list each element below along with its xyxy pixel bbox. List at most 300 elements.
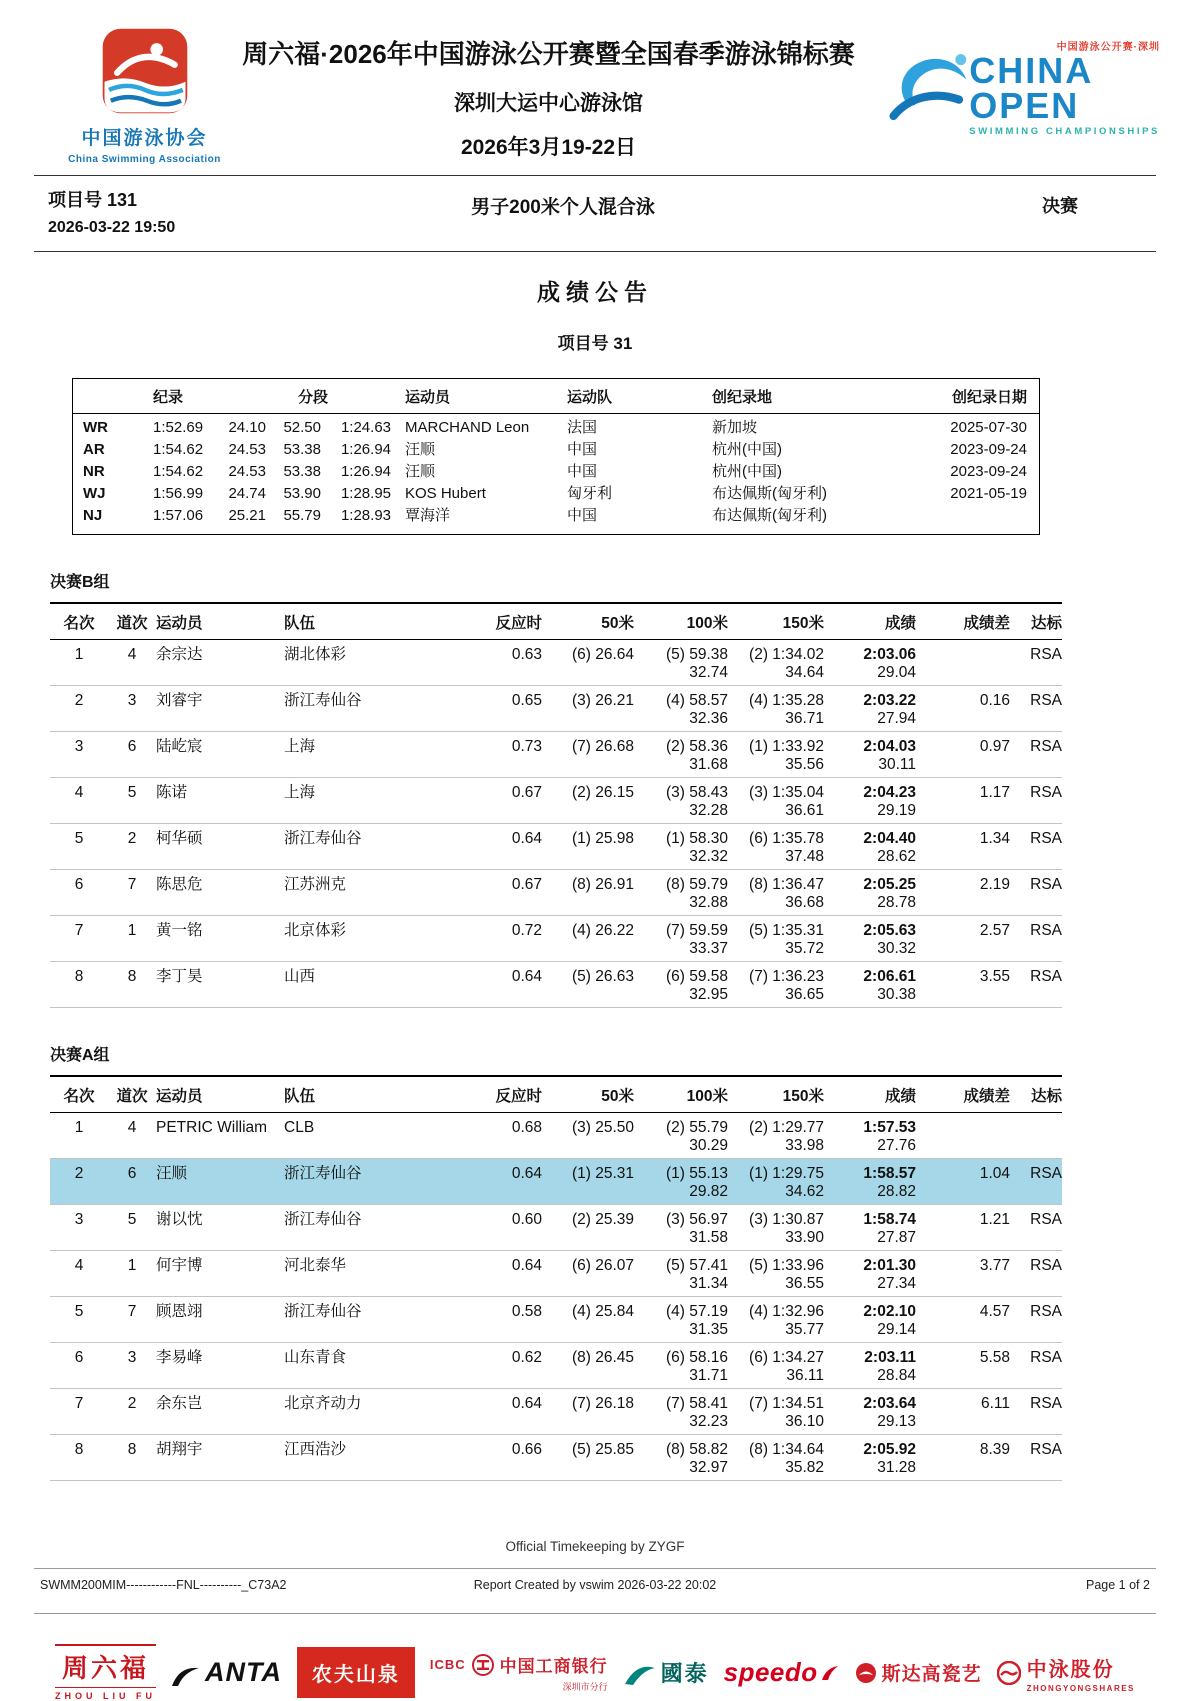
event-name: 男子200米个人混合泳 (471, 197, 655, 218)
diff-cell: 0.16 (979, 692, 1010, 709)
record-split-100: 53.38 (283, 463, 321, 480)
standard-cell: RSA (1030, 1441, 1062, 1458)
split-50-cell: (8) 26.45 (571, 1349, 634, 1366)
china-open-line1: CHINA (969, 50, 1094, 91)
sponsor-zhongyong-label: 中泳股份 (1026, 1658, 1115, 1681)
wave-swoosh-icon (879, 36, 979, 136)
sponsor-zhongyong-text (1027, 1653, 1135, 1693)
column-header: 队伍 (284, 615, 316, 632)
split-150-cell: (8) 1:36.47 36.68 (749, 876, 824, 911)
record-tag: NJ (83, 507, 103, 524)
record-tag: NR (83, 463, 105, 480)
record-split-150: 1:26.94 (340, 463, 391, 480)
lane-cell: 6 (127, 1165, 137, 1182)
competition-title: 周六福·2026年中国游泳公开赛暨全国春季游泳锦标赛 (242, 39, 855, 69)
record-split-100: 53.90 (283, 485, 321, 502)
split-100-cell: (3) 56.97 31.58 (665, 1211, 728, 1246)
record-athlete: 覃海洋 (405, 507, 451, 524)
result-cell: 2:05.92 31.28 (863, 1441, 916, 1476)
lane-cell: 2 (127, 830, 137, 847)
diff-cell: 1.21 (979, 1211, 1010, 1228)
record-athlete: MARCHAND Leon (405, 419, 530, 436)
team-cell: 江西浩沙 (284, 1441, 347, 1458)
table-row (50, 870, 1062, 916)
record-time: 1:56.99 (153, 485, 204, 502)
result-cell: 1:58.74 27.87 (863, 1211, 916, 1246)
split-150-cell: (6) 1:34.27 36.11 (749, 1349, 824, 1384)
column-header: 成绩 (884, 1088, 916, 1105)
athlete-cell: PETRIC William (156, 1119, 268, 1136)
athlete-cell: 胡翔宇 (156, 1441, 203, 1458)
record-tag: AR (83, 441, 105, 458)
sponsor-icbc-label: 中国工商银行 (499, 1657, 608, 1676)
team-cell: 北京齐动力 (284, 1395, 362, 1412)
lane-cell: 4 (127, 646, 137, 663)
record-split-50: 24.53 (228, 463, 266, 480)
record-split-150: 1:28.95 (340, 485, 391, 502)
record-date: 2021-05-19 (950, 485, 1027, 502)
event-datetime: 2026-03-22 19:50 (48, 219, 176, 236)
record-split-50: 24.53 (228, 441, 266, 458)
column-header: 名次 (63, 1088, 95, 1105)
reaction-cell: 0.67 (511, 876, 542, 893)
rank-cell: 2 (74, 692, 84, 709)
rank-cell: 3 (74, 1211, 84, 1228)
china-open-subline: SWIMMING CHAMPIONSHIPS (969, 126, 1160, 137)
rank-cell: 5 (74, 1303, 84, 1320)
reaction-cell: 0.58 (511, 1303, 542, 1320)
split-150-cell: (1) 1:33.92 35.56 (749, 738, 824, 773)
sponsor-zhouliufu-label: 周六福 (55, 1644, 156, 1688)
standard-cell (1010, 1118, 1062, 1155)
rank-cell: 8 (74, 968, 84, 985)
record-athlete: KOS Hubert (405, 485, 486, 502)
records-header-row (73, 379, 1039, 414)
reaction-cell: 0.64 (511, 968, 542, 985)
split-100-cell: (5) 59.38 32.74 (665, 646, 728, 681)
association-logo-icon (100, 26, 190, 116)
table-row (50, 640, 1062, 686)
split-50-cell: (8) 26.91 (571, 876, 634, 893)
diff-cell: 1.04 (979, 1165, 1010, 1182)
diff-cell: 1.17 (979, 784, 1010, 801)
split-50-cell: (7) 26.68 (571, 738, 634, 755)
diff-cell: 2.57 (979, 922, 1010, 939)
reaction-cell: 0.67 (511, 784, 542, 801)
cathay-brushwing-icon (623, 1660, 657, 1686)
split-150-cell: (5) 1:35.31 35.72 (749, 922, 824, 957)
record-split-150: 1:24.63 (340, 419, 391, 436)
sponsor-stc-label: 斯达高瓷艺 (881, 1664, 982, 1685)
athlete-cell: 余东岂 (156, 1395, 203, 1412)
athlete-cell: 陈诺 (156, 784, 188, 801)
diff-cell (916, 1118, 1010, 1155)
column-header: 成绩差 (963, 1088, 1010, 1105)
sponsors-bar (0, 1614, 1190, 1701)
split-100-cell: (1) 58.30 32.32 (665, 830, 728, 865)
rank-cell: 4 (74, 1257, 84, 1274)
sponsor-nongfu-label: 农夫山泉 (311, 1664, 400, 1686)
team-cell: 浙江寿仙谷 (284, 692, 362, 709)
split-150-cell: (7) 1:34.51 36.10 (749, 1395, 824, 1430)
competition-dates: 2026年3月19-22日 (460, 136, 637, 159)
team-cell: 上海 (284, 738, 316, 755)
rank-cell: 4 (74, 784, 84, 801)
split-100-cell: (8) 59.79 32.88 (665, 876, 728, 911)
reaction-cell: 0.64 (511, 1257, 542, 1274)
athlete-cell: 陈思危 (156, 876, 203, 893)
record-athlete: 汪顺 (405, 441, 436, 458)
rank-cell: 5 (74, 830, 84, 847)
sponsor-nongfu (297, 1647, 415, 1698)
record-athlete: 汪顺 (405, 463, 436, 480)
reaction-cell: 0.73 (511, 738, 542, 755)
final-a-header-row (50, 1075, 1062, 1113)
speedo-boomerang-icon (820, 1664, 840, 1682)
split-100-cell: (7) 58.41 32.23 (665, 1395, 728, 1430)
split-150-cell: (6) 1:35.78 37.48 (749, 830, 824, 865)
reaction-cell: 0.68 (511, 1119, 542, 1136)
split-50-cell: (3) 26.21 (571, 692, 634, 709)
rank-cell: 8 (74, 1441, 84, 1458)
rank-cell: 2 (74, 1165, 84, 1182)
sponsor-zhongyong-sub: ZHONGYONGSHARES (1026, 1683, 1135, 1693)
record-date: 2023-09-24 (950, 441, 1027, 458)
standard-cell: RSA (1030, 876, 1062, 893)
table-row (50, 732, 1062, 778)
zhongyong-mark-icon (997, 1661, 1021, 1685)
event-info-bar (0, 176, 1190, 245)
reaction-cell: 0.64 (511, 1165, 542, 1182)
column-header: 名次 (63, 615, 95, 632)
diff-cell: 0.97 (979, 738, 1010, 755)
reaction-cell: 0.64 (511, 830, 542, 847)
rank-cell: 1 (74, 646, 84, 663)
final-a-table (50, 1075, 1062, 1481)
final-a-section (0, 1042, 1190, 1481)
record-team: 中国 (567, 441, 598, 458)
record-split-150: 1:26.94 (340, 441, 391, 458)
column-header: 150米 (782, 615, 824, 632)
standard-cell: RSA (1030, 738, 1062, 755)
athlete-cell: 谢以忱 (156, 1211, 203, 1228)
event-round: 决赛 (1042, 196, 1078, 216)
record-time: 1:57.06 (153, 507, 204, 524)
record-place: 新加坡 (712, 419, 758, 436)
standard-cell: RSA (1030, 1395, 1062, 1412)
stc-mark-icon (855, 1662, 877, 1684)
split-150-cell: (8) 1:34.64 35.82 (749, 1441, 824, 1476)
result-cell: 2:03.22 27.94 (863, 692, 916, 727)
china-open-line2: OPEN (969, 85, 1080, 126)
record-place: 杭州(中国) (712, 463, 782, 480)
standard-cell: RSA (1030, 830, 1062, 847)
china-open-text (969, 36, 1160, 137)
group-title-b: 决赛B组 (50, 574, 110, 591)
sponsor-icbc (430, 1652, 608, 1693)
result-cell: 2:04.23 29.19 (863, 784, 916, 819)
column-header: 150米 (782, 1088, 824, 1105)
reaction-cell: 0.64 (511, 1395, 542, 1412)
final-a-body (50, 1113, 1062, 1481)
table-row (50, 1343, 1062, 1389)
standard-cell: RSA (1030, 1303, 1062, 1320)
rank-cell: 6 (74, 876, 84, 893)
team-cell: 河北泰华 (284, 1257, 347, 1274)
standard-cell: RSA (1030, 1257, 1062, 1274)
sponsor-speedo (724, 1657, 840, 1688)
records-header-place: 创纪录地 (712, 389, 773, 406)
split-150-cell: (4) 1:35.28 36.71 (749, 692, 824, 727)
split-50-cell: (1) 25.98 (571, 830, 634, 847)
diff-cell: 1.34 (979, 830, 1010, 847)
records-header-team: 运动队 (567, 389, 613, 406)
sponsor-zhouliufu-sub: ZHOU LIU FU (55, 1691, 156, 1701)
standard-cell: RSA (1030, 1349, 1062, 1366)
column-header: 50米 (601, 615, 634, 632)
notice-subtitle: 项目号 31 (557, 334, 633, 353)
diff-cell: 5.58 (979, 1349, 1010, 1366)
sponsor-cathay-label: 國泰 (660, 1661, 709, 1686)
records-header-date: 创纪录日期 (951, 389, 1027, 406)
report-code: SWMM200MIM------------FNL----------_C73A2 (40, 1578, 287, 1592)
column-header: 成绩差 (963, 615, 1010, 632)
report-created: Report Created by vswim 2026-03-22 20:02 (473, 1578, 717, 1592)
table-row (50, 962, 1062, 1008)
table-row (50, 1205, 1062, 1251)
sponsor-zhongyong (997, 1653, 1135, 1693)
team-cell: 浙江寿仙谷 (284, 1211, 362, 1228)
diff-cell (916, 645, 1010, 682)
record-team: 匈牙利 (567, 485, 613, 502)
rank-cell: 7 (74, 922, 84, 939)
split-150-cell: (4) 1:32.96 35.77 (749, 1303, 824, 1338)
rank-cell: 6 (74, 1349, 84, 1366)
record-place: 杭州(中国) (712, 441, 782, 458)
reaction-cell: 0.65 (511, 692, 542, 709)
athlete-cell: 柯华硕 (156, 830, 203, 847)
column-header: 100米 (686, 615, 728, 632)
reaction-cell: 0.63 (511, 646, 542, 663)
column-header: 100米 (686, 1088, 728, 1105)
result-cell: 2:04.03 30.11 (863, 738, 916, 773)
reaction-cell: 0.72 (511, 922, 542, 939)
athlete-cell: 李易峰 (156, 1349, 203, 1366)
column-header: 成绩 (884, 615, 916, 632)
notice-title: 成绩公告 (537, 279, 653, 305)
split-150-cell: (3) 1:30.87 33.90 (749, 1211, 824, 1246)
timekeeping-note: Official Timekeeping by ZYGF (505, 1539, 685, 1554)
lane-cell: 7 (127, 876, 137, 893)
lane-cell: 3 (127, 692, 137, 709)
records-header-athlete: 运动员 (405, 389, 451, 406)
split-100-cell: (7) 59.59 33.37 (665, 922, 728, 957)
split-50-cell: (5) 26.63 (571, 968, 634, 985)
split-100-cell: (6) 58.16 31.71 (665, 1349, 728, 1384)
split-50-cell: (7) 26.18 (571, 1395, 634, 1412)
result-cell: 2:06.61 30.38 (863, 968, 916, 1003)
record-split-100: 55.79 (283, 507, 321, 524)
diff-cell: 3.77 (979, 1257, 1010, 1274)
result-cell: 2:03.64 29.13 (863, 1395, 916, 1430)
standard-cell: RSA (1030, 784, 1062, 801)
standard-cell: RSA (1030, 968, 1062, 985)
records-header-tag (73, 386, 133, 407)
sponsor-icbc-sub: 深圳市分行 (562, 1682, 608, 1692)
icbc-logo-icon (472, 1654, 494, 1676)
split-150-cell: (7) 1:36.23 36.65 (749, 968, 824, 1003)
result-cell: 2:03.06 29.04 (863, 646, 916, 681)
records-header-record: 纪录 (153, 389, 184, 406)
record-split-50: 24.74 (228, 485, 266, 502)
table-row (50, 1389, 1062, 1435)
record-row (73, 417, 1039, 439)
reaction-cell: 0.66 (511, 1441, 542, 1458)
table-row (50, 686, 1062, 732)
athlete-cell: 刘睿宇 (156, 692, 203, 709)
sponsor-icbc-prefix: ICBC (429, 1657, 466, 1672)
final-b-section (0, 569, 1190, 1008)
lane-cell: 7 (127, 1303, 137, 1320)
team-cell: 湖北体彩 (284, 646, 347, 663)
team-cell: 山西 (284, 968, 316, 985)
rank-cell: 7 (74, 1395, 84, 1412)
split-150-cell: (2) 1:29.77 33.98 (749, 1119, 824, 1154)
team-cell: 浙江寿仙谷 (284, 1165, 362, 1182)
record-place: 布达佩斯(匈牙利) (712, 485, 827, 502)
split-100-cell: (5) 57.41 31.34 (665, 1257, 728, 1292)
diff-cell: 4.57 (979, 1303, 1010, 1320)
result-cell: 2:02.10 29.14 (863, 1303, 916, 1338)
document-header (0, 0, 1190, 169)
column-header: 运动员 (156, 1088, 203, 1105)
lane-cell: 2 (127, 1395, 137, 1412)
records-header-splits: 分段 (297, 389, 328, 406)
record-date: 2025-07-30 (950, 419, 1027, 436)
team-cell: 山东青食 (284, 1349, 347, 1366)
association-name-en: China Swimming Association (68, 154, 221, 165)
column-header: 运动员 (156, 615, 203, 632)
column-header: 队伍 (284, 1088, 316, 1105)
reaction-cell: 0.62 (511, 1349, 542, 1366)
record-split-50: 24.10 (228, 419, 266, 436)
split-100-cell: (1) 55.13 29.82 (665, 1165, 728, 1200)
split-100-cell: (8) 58.82 32.97 (665, 1441, 728, 1476)
lane-cell: 4 (127, 1119, 137, 1136)
split-50-cell: (2) 25.39 (571, 1211, 634, 1228)
lane-cell: 6 (127, 738, 137, 755)
lane-cell: 5 (127, 1211, 137, 1228)
record-team: 中国 (567, 507, 598, 524)
split-150-cell: (2) 1:34.02 34.64 (749, 646, 824, 681)
record-row (73, 483, 1039, 505)
standard-cell: RSA (1030, 692, 1062, 709)
record-team: 中国 (567, 463, 598, 480)
association-name-cn: 中国游泳协会 (81, 128, 208, 149)
standard-cell: RSA (1030, 646, 1062, 663)
record-row (73, 439, 1039, 461)
split-100-cell: (4) 57.19 31.35 (665, 1303, 728, 1338)
column-header: 反应时 (495, 1088, 542, 1105)
diff-cell: 6.11 (980, 1395, 1010, 1412)
table-row (50, 1435, 1062, 1481)
sponsor-stc (855, 1659, 982, 1686)
athlete-cell: 余宗达 (156, 646, 203, 663)
lane-cell: 5 (127, 784, 137, 801)
column-header: 达标 (1030, 615, 1062, 632)
china-open-tagline: 中国游泳公开赛·深圳 (1056, 42, 1160, 53)
event-left-block (48, 186, 328, 237)
table-row (50, 1251, 1062, 1297)
team-cell: 北京体彩 (284, 922, 347, 939)
column-header: 反应时 (495, 615, 542, 632)
record-time: 1:52.69 (153, 419, 204, 436)
result-cell: 1:57.53 27.76 (863, 1119, 916, 1154)
event-divider (34, 251, 1156, 252)
sponsor-anta-label: ANTA (204, 1657, 282, 1687)
column-header: 达标 (1030, 1088, 1062, 1105)
result-cell: 2:01.30 27.34 (863, 1257, 916, 1292)
sponsor-zhouliufu (55, 1644, 156, 1701)
diff-cell: 2.19 (979, 876, 1010, 893)
event-number: 项目号 131 (48, 190, 138, 210)
record-split-100: 52.50 (283, 419, 321, 436)
sponsor-icbc-row (430, 1652, 608, 1677)
split-50-cell: (3) 25.50 (571, 1119, 634, 1136)
record-tag: WR (83, 419, 108, 436)
split-150-cell: (3) 1:35.04 36.61 (749, 784, 824, 819)
result-cell: 2:05.63 30.32 (863, 922, 916, 957)
china-open-logo (860, 26, 1160, 137)
table-row (50, 1113, 1062, 1159)
reaction-cell: 0.60 (511, 1211, 542, 1228)
table-row (50, 824, 1062, 870)
split-100-cell: (2) 55.79 30.29 (665, 1119, 728, 1154)
column-header: 50米 (601, 1088, 634, 1105)
record-team: 法国 (567, 419, 598, 436)
record-date: 2023-09-24 (950, 463, 1027, 480)
column-header: 道次 (116, 1088, 148, 1105)
result-cell: 1:58.57 28.82 (863, 1165, 916, 1200)
record-split-150: 1:28.93 (340, 507, 391, 524)
team-cell: 上海 (284, 784, 316, 801)
team-cell: CLB (284, 1119, 315, 1136)
record-time: 1:54.62 (153, 463, 204, 480)
athlete-cell: 黄一铭 (156, 922, 203, 939)
venue-name: 深圳大运中心游泳馆 (454, 92, 643, 115)
athlete-cell: 李丁昊 (156, 968, 203, 985)
lane-cell: 8 (127, 1441, 137, 1458)
athlete-cell: 顾恩翊 (156, 1303, 203, 1320)
split-150-cell: (5) 1:33.96 36.55 (749, 1257, 824, 1292)
table-row (50, 1159, 1062, 1205)
split-100-cell: (3) 58.43 32.28 (665, 784, 728, 819)
record-place: 布达佩斯(匈牙利) (712, 507, 827, 524)
result-cell: 2:04.40 28.62 (863, 830, 916, 865)
result-cell: 2:03.11 28.84 (864, 1349, 916, 1384)
record-row (73, 461, 1039, 483)
footer-meta (0, 1569, 1190, 1599)
record-tag: WJ (83, 485, 106, 502)
split-50-cell: (2) 26.15 (571, 784, 634, 801)
table-row (50, 778, 1062, 824)
final-b-body (50, 640, 1062, 1008)
standard-cell: RSA (1030, 922, 1062, 939)
column-header: 道次 (116, 615, 148, 632)
standard-cell: RSA (1030, 1211, 1062, 1228)
record-row (73, 505, 1039, 527)
split-150-cell: (1) 1:29.75 34.62 (749, 1165, 824, 1200)
